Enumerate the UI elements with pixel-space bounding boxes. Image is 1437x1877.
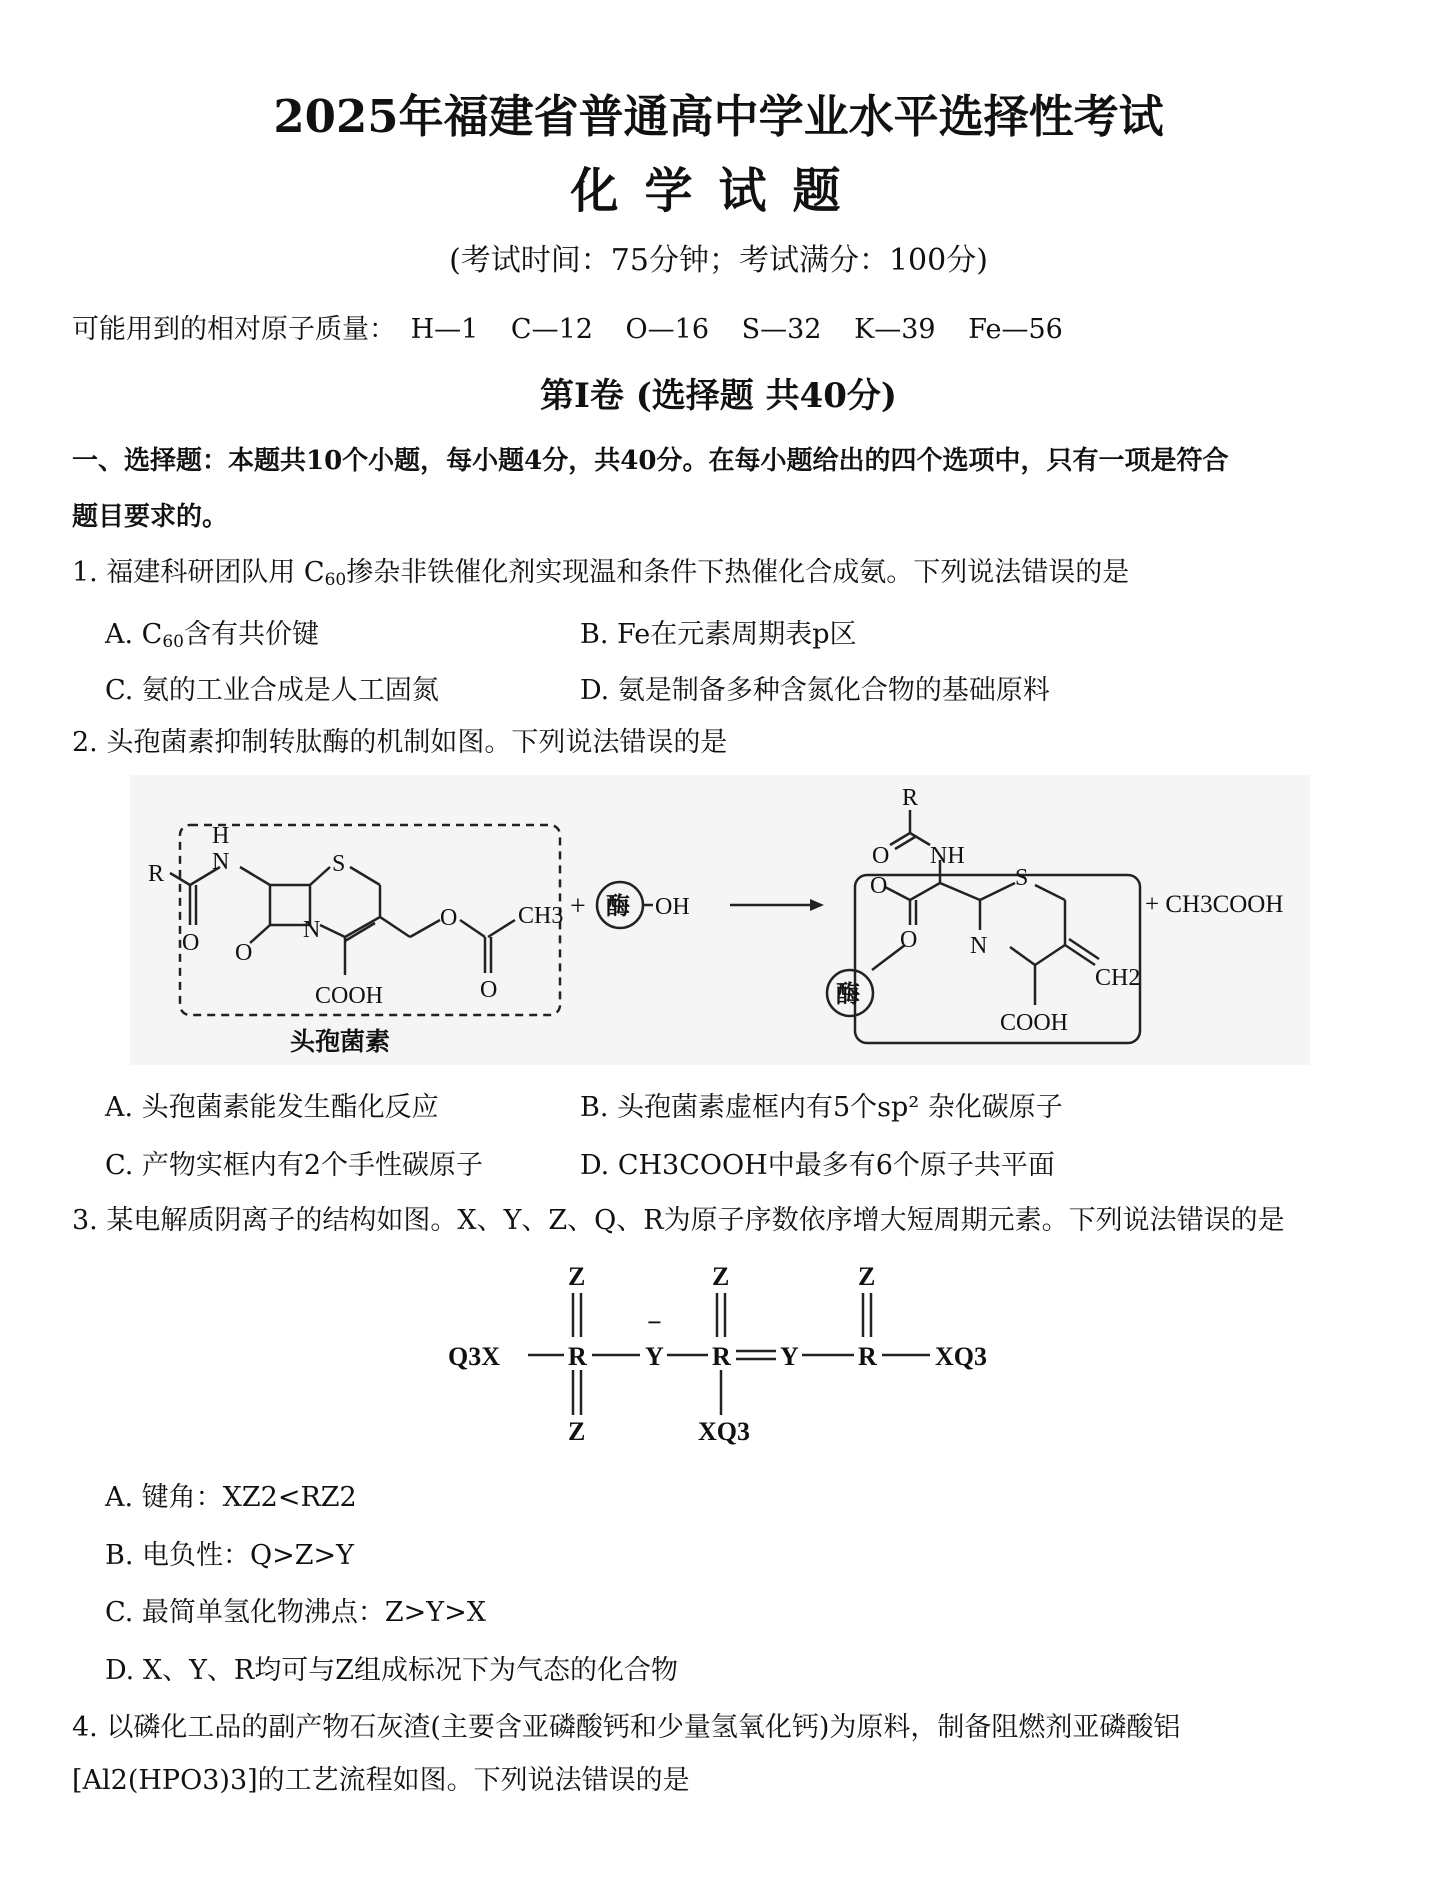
anion-z3-top: Z: [858, 1262, 876, 1291]
anion-y-minus: Y: [645, 1342, 664, 1371]
subject-title: 化学试题: [570, 163, 867, 219]
anion-r3: R: [858, 1342, 877, 1371]
q1-option-a: [105, 612, 319, 652]
oh-label: OH: [655, 894, 690, 920]
section-title: 第Ⅰ卷 (选择题 共40分): [539, 376, 898, 416]
byproduct-label: + CH3COOH: [1145, 891, 1284, 918]
label-n-ring: N: [303, 917, 321, 943]
q3-option-c: C. 最简单氢化物沸点：Z>Y>X: [105, 1597, 486, 1628]
mass-o: O—16: [625, 314, 710, 345]
anion-xq3-right: XQ3: [935, 1342, 987, 1371]
enzyme-label-left: 酶: [606, 894, 630, 920]
q1-stem: [72, 550, 1129, 590]
q1-stem-part-b: 掺杂非铁催化剂实现温和条件下热催化合成氨。下列说法错误的是: [346, 557, 1130, 588]
label-o-ester: O: [440, 905, 458, 931]
q1-option-b: B. Fe在元素周期表p区: [580, 619, 857, 650]
product-label-r: R: [902, 785, 919, 811]
product-label-cooh: COOH: [1000, 1010, 1069, 1036]
q2-stem: 2. 头孢菌素抑制转肽酶的机制如图。下列说法错误的是: [72, 727, 728, 758]
section-instruction-1: 一、选择题：本题共10个小题，每小题4分，共40分。在每小题给出的四个选项中，只有一项是符合: [72, 446, 1229, 476]
q4-stem-line-1: 4. 以磷化工品的副产物石灰渣(主要含亚磷酸钙和少量氢氧化钙)为原料，制备阻燃剂亚磷酸铝: [72, 1712, 1181, 1743]
product-label-ch2: CH2: [1095, 965, 1141, 991]
q3-stem: 3. 某电解质阴离子的结构如图。X、Y、Z、Q、R为原子序数依序增大短周期元素。下列说法错误的是: [72, 1205, 1285, 1236]
q2-option-b: B. 头孢菌素虚框内有5个sp² 杂化碳原子: [580, 1092, 1063, 1123]
q2-option-d: D. CH3COOH中最多有6个原子共平面: [580, 1150, 1055, 1181]
label-o-lactam: O: [235, 940, 253, 966]
q1-stem-part-a: 1. 福建科研团队用 C: [72, 557, 325, 588]
q3-option-b: B. 电负性：Q>Z>Y: [105, 1540, 354, 1571]
q1-option-c: C. 氨的工业合成是人工固氮: [105, 675, 439, 706]
q3-option-a: A. 键角：XZ2<RZ2: [105, 1482, 357, 1513]
product-label-o-link: O: [900, 927, 918, 953]
q1-option-a-post: 含有共价键: [183, 619, 319, 650]
enzyme-label-right: 酶: [836, 982, 860, 1008]
product-label-nh: NH: [930, 843, 965, 869]
anion-z1-bottom: Z: [568, 1417, 586, 1446]
label-r-left: R: [148, 861, 165, 887]
anion-xq3-middle: XQ3: [698, 1417, 750, 1446]
section-instruction-2: 题目要求的。: [72, 502, 229, 532]
label-cooh-left: COOH: [315, 983, 384, 1009]
q1-option-a-subscript: 60: [162, 632, 184, 652]
label-ch3: CH3: [518, 903, 564, 929]
q1-option-d: D. 氨是制备多种含氮化合物的基础原料: [580, 675, 1050, 706]
label-n-left: N: [212, 849, 230, 875]
q2-option-c: C. 产物实框内有2个手性碳原子: [105, 1150, 484, 1181]
exam-info: (考试时间：75分钟；考试满分：100分): [449, 243, 988, 278]
label-o-carbonyl: O: [480, 977, 498, 1003]
atomic-masses: [72, 307, 1087, 346]
anion-z1-top: Z: [568, 1262, 586, 1291]
anion-r2: R: [712, 1342, 731, 1371]
anion-z2-top: Z: [712, 1262, 730, 1291]
product-label-n: N: [970, 933, 988, 959]
product-label-o-amide: O: [872, 843, 890, 869]
cephalosporin-caption: 头孢菌素: [290, 1029, 391, 1056]
q4-stem-line-2: [Al2(HPO3)3]的工艺流程如图。下列说法错误的是: [72, 1765, 690, 1796]
mass-fe: Fe—56: [968, 314, 1063, 345]
product-label-o-top: O: [870, 873, 888, 899]
q1-option-a-pre: A. C: [105, 619, 163, 650]
mass-k: K—39: [854, 314, 936, 345]
product-label-s: S: [1015, 865, 1029, 891]
mass-c: C—12: [510, 314, 593, 345]
exam-title: 2025年福建省普通高中学业水平选择性考试: [273, 90, 1164, 143]
mass-s: S—32: [741, 314, 822, 345]
mass-h: H—1: [410, 314, 479, 345]
q3-option-d: D. X、Y、R均可与Z组成标况下为气态的化合物: [105, 1655, 678, 1686]
anion-y: Y: [780, 1342, 799, 1371]
masses-label: 可能用到的相对原子质量：: [72, 314, 396, 345]
q3-anion-structure: [440, 1255, 1020, 1455]
anion-q3x: Q3X: [448, 1342, 500, 1371]
q1-stem-subscript: 60: [324, 570, 347, 590]
plus-sign: +: [570, 891, 586, 922]
anion-r1: R: [568, 1342, 587, 1371]
anion-minus-sign: −: [647, 1308, 662, 1337]
label-h: H: [212, 823, 230, 849]
q2-reaction-figure: [130, 775, 1310, 1065]
label-s-left: S: [332, 851, 346, 877]
label-o-amide: O: [182, 930, 200, 956]
q2-option-a: A. 头孢菌素能发生酯化反应: [105, 1092, 439, 1123]
